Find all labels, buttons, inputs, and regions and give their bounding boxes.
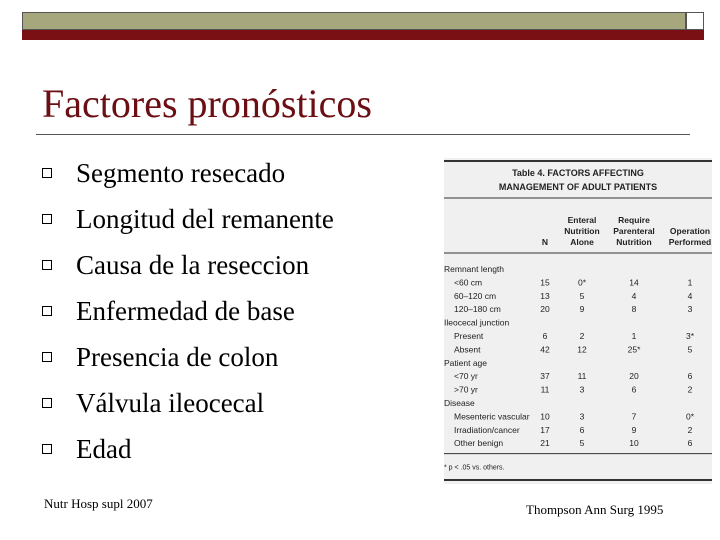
top-corner-red bbox=[686, 30, 704, 40]
bullet-text: Enfermedad de base bbox=[76, 295, 295, 326]
bullet-text: Longitud del remanente bbox=[76, 203, 334, 234]
table-cell: 3 bbox=[579, 411, 585, 422]
table-cell: 12 bbox=[577, 344, 587, 355]
table-cell: 10 bbox=[629, 438, 639, 449]
table-cell: 42 bbox=[540, 344, 550, 355]
table-row-label: Ileocecal junction bbox=[444, 317, 510, 328]
table-cell: 3 bbox=[579, 384, 585, 395]
table-row-label: <60 cm bbox=[454, 277, 483, 288]
table-row-label: Patient age bbox=[444, 357, 488, 368]
bullet-item bbox=[42, 150, 334, 196]
table-cell: 6 bbox=[579, 424, 585, 435]
table-cell: 0* bbox=[685, 411, 695, 422]
table-cell: 15 bbox=[540, 277, 550, 288]
table-cell: 2 bbox=[579, 331, 585, 341]
slide-title: Factores pronósticos bbox=[42, 81, 372, 126]
top-bar-red bbox=[22, 30, 686, 40]
table-cell: 8 bbox=[631, 304, 637, 315]
table-cell: 5 bbox=[687, 344, 693, 355]
table-cell: 9 bbox=[631, 424, 637, 435]
table-column-header: Parenteral bbox=[613, 226, 655, 236]
square-bullet-icon bbox=[42, 398, 52, 408]
table-cell: 1 bbox=[687, 277, 693, 288]
table-cell: 6 bbox=[542, 331, 548, 341]
table-cell: 17 bbox=[540, 424, 550, 435]
bullet-text: Presencia de colon bbox=[76, 341, 279, 372]
table-cell: 11 bbox=[540, 384, 550, 395]
square-bullet-icon bbox=[42, 444, 52, 454]
table-row-label: 60–120 cm bbox=[454, 290, 497, 301]
table-row-label: Irradiation/cancer bbox=[454, 424, 520, 435]
table-cell: 1 bbox=[631, 331, 637, 341]
table-cell: 7 bbox=[631, 411, 637, 422]
table-column-header: Nutrition bbox=[564, 226, 600, 236]
table-footnote: * p < .05 vs. others. bbox=[444, 464, 505, 472]
square-bullet-icon bbox=[42, 306, 52, 316]
table-cell: 14 bbox=[629, 277, 639, 288]
table-column-header: Require bbox=[618, 215, 650, 225]
table-cell: 6 bbox=[687, 371, 693, 382]
bullet-item bbox=[42, 426, 334, 472]
table-caption: Table 4. FACTORS AFFECTING bbox=[512, 168, 644, 178]
table-cell: 25* bbox=[627, 344, 641, 355]
table-cell: 5 bbox=[579, 438, 585, 449]
table-cell: 9 bbox=[579, 304, 585, 315]
table-cell: 21 bbox=[540, 438, 550, 449]
table-column-header: Enteral bbox=[567, 215, 597, 225]
table-column-header: N bbox=[541, 237, 549, 247]
table-row-label: 120–180 cm bbox=[454, 304, 501, 315]
table-cell: 6 bbox=[631, 384, 637, 395]
square-bullet-icon bbox=[42, 168, 52, 178]
square-bullet-icon bbox=[42, 214, 52, 224]
table-cell: 2 bbox=[687, 384, 693, 395]
bullet-item bbox=[42, 288, 334, 334]
table-row-label: Absent bbox=[454, 344, 481, 355]
table-cell: 13 bbox=[540, 290, 550, 301]
table-row-label: Present bbox=[454, 331, 484, 341]
table-row-label: <70 yr bbox=[454, 371, 478, 382]
table-cell: 37 bbox=[540, 371, 550, 382]
bullet-list bbox=[42, 150, 334, 472]
table-cell: 3 bbox=[687, 304, 693, 315]
table-row-label: Remnant length bbox=[444, 264, 505, 274]
top-bar-olive bbox=[22, 12, 686, 30]
bullet-item bbox=[42, 334, 334, 380]
table-cell: 4 bbox=[631, 290, 637, 301]
table-caption: MANAGEMENT OF ADULT PATIENTS bbox=[498, 182, 658, 192]
table-cell: 0* bbox=[577, 277, 587, 288]
table-row-label: >70 yr bbox=[454, 384, 478, 395]
factors-table bbox=[444, 158, 712, 484]
table-cell: 2 bbox=[687, 424, 693, 435]
bullet-item bbox=[42, 242, 334, 288]
table-cell: 20 bbox=[629, 371, 639, 382]
table-cell: 4 bbox=[687, 290, 693, 301]
top-corner-box bbox=[686, 12, 704, 30]
table-row-label: Mesenteric vascular bbox=[454, 411, 530, 422]
table-cell: 6 bbox=[687, 438, 693, 449]
table-column-header: Nutrition bbox=[616, 237, 652, 247]
title-divider bbox=[36, 134, 690, 135]
table-cell: 10 bbox=[540, 411, 550, 422]
table-cell: 11 bbox=[577, 371, 587, 382]
bullet-text: Edad bbox=[76, 433, 132, 464]
bullet-text: Causa de la reseccion bbox=[76, 249, 310, 280]
table-cell: 5 bbox=[579, 290, 585, 301]
factors-table-image bbox=[444, 158, 712, 484]
table-column-header: Performed bbox=[668, 237, 712, 247]
table-column-header: Operation bbox=[669, 226, 711, 236]
table-cell: 3* bbox=[685, 331, 695, 341]
source-citation-left: Nutr Hosp supl 2007 bbox=[44, 496, 153, 511]
table-cell: 20 bbox=[540, 304, 550, 315]
source-citation-right: Thompson Ann Surg 1995 bbox=[526, 502, 664, 517]
bullet-text: Segmento resecado bbox=[76, 157, 286, 188]
table-column-header: Alone bbox=[570, 237, 594, 247]
bullet-item bbox=[42, 380, 334, 426]
table-row-label: Disease bbox=[444, 398, 475, 408]
bullet-item bbox=[42, 196, 334, 242]
bullet-text: Válvula ileocecal bbox=[76, 387, 265, 418]
table-row-label: Other benign bbox=[454, 438, 504, 449]
square-bullet-icon bbox=[42, 352, 52, 362]
square-bullet-icon bbox=[42, 260, 52, 270]
